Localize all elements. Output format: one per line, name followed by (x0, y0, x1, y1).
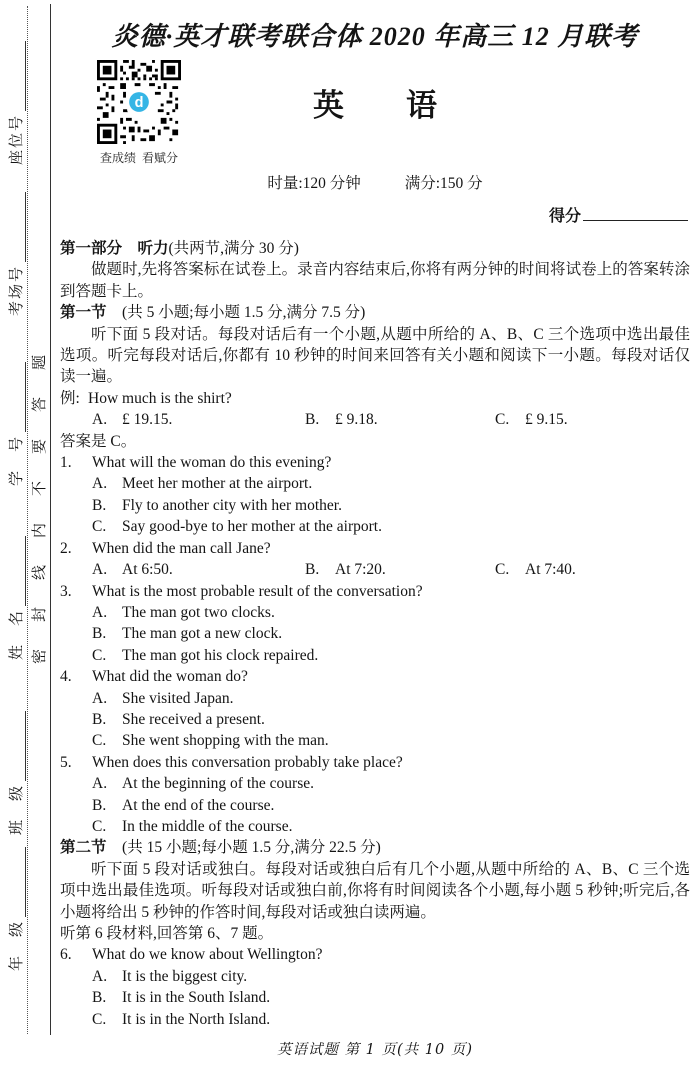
option-text: It is the biggest city. (122, 967, 248, 985)
option-item (60, 816, 690, 837)
option-item (60, 773, 690, 794)
option-label: A. (92, 689, 108, 707)
question-number: 6. (60, 946, 72, 964)
margin-border-line (50, 4, 51, 1035)
option-label: B. (305, 561, 320, 579)
option-text: Meet her mother at the airport. (122, 475, 313, 493)
score-blank-line (583, 203, 688, 221)
question-text: When does this conversation probably take place? (92, 753, 403, 771)
option-item (60, 795, 690, 816)
question-item (60, 666, 690, 752)
option-item (60, 987, 690, 1008)
part1-title: 第一部分 听力 (60, 240, 169, 257)
field-label: 学 号 (9, 434, 25, 486)
option-item (60, 473, 690, 494)
full-score-label: 满分:150 分 (404, 175, 483, 192)
question-item (60, 452, 690, 538)
question-options (60, 559, 690, 580)
section2-title: 第二节 (60, 839, 107, 857)
margin-field-seat-number (6, 37, 26, 165)
option-text: £ 19.15. (122, 411, 173, 429)
field-label: 班 级 (9, 783, 25, 835)
question-line (60, 538, 690, 559)
option-item (495, 409, 690, 430)
field-label: 姓 名 (9, 608, 25, 660)
question-number: 3. (60, 582, 72, 600)
section1-title-detail: (共 5 小题;每小题 1.5 分,满分 7.5 分) (122, 304, 366, 322)
qr-caption-see-points: 看赋分 (142, 151, 179, 165)
question-line (60, 666, 690, 687)
option-text: At the end of the course. (122, 796, 275, 814)
option-text: At 7:40. (525, 561, 576, 579)
section2-title-detail: (共 15 小题;每小题 1.5 分,满分 22.5 分) (122, 839, 381, 857)
margin-field-class (6, 707, 26, 835)
field-label: 年 级 (9, 919, 25, 971)
section1-instructions: 听下面 5 段对话。每段对话后有一个小题,从题中所给的 A、B、C 三个选项中选出最佳选项。听完每段对话后,你都有 10 秒钟的时间来回答有关小题和阅读下一小题。每段对话仅读一遍。 (60, 325, 690, 386)
option-item (305, 559, 495, 580)
example-line (60, 388, 690, 409)
page-footer: 英语试题 第 1 页(共 10 页) (276, 1042, 474, 1058)
question-text: What is the most probable result of the conversation? (92, 582, 423, 600)
seal-line-text: 密封线内不要答题 (32, 327, 48, 664)
margin-field-student-id (6, 358, 26, 486)
question-item (60, 538, 690, 581)
option-label: A. (92, 411, 108, 429)
option-text: It is in the North Island. (122, 1010, 271, 1028)
option-text: £ 9.15. (525, 411, 568, 429)
page-content (60, 10, 690, 1028)
option-item (305, 409, 495, 430)
example-answer: 答案是 C。 (60, 432, 137, 450)
field-blank-line (12, 192, 26, 262)
section2-instructions: 听下面 5 段对话或独白。每段对话或独白后有几个小题,从题中所给的 A、B、C 三个选项中选出最佳选项。听每段对话或独白前,你将有时间阅读各个小题,每小题 5 秒钟;听完后,各小题将给出 5 秒钟的作答时间,每段对话或独白读两遍。 (60, 860, 690, 921)
question-number: 5. (60, 753, 72, 771)
example-prefix: 例: (60, 389, 80, 407)
option-item (60, 645, 690, 666)
question-text: What will the woman do this evening? (92, 454, 332, 472)
question-item (60, 581, 690, 667)
part1-instructions: 做题时,先将答案标在试卷上。录音内容结束后,你将有两分钟的时间将试卷上的答案转涂到答题卡上。 (60, 261, 690, 300)
material-note: 听第 6 段材料,回答第 6、7 题。 (60, 925, 274, 942)
option-label: B. (92, 796, 107, 814)
option-label: A. (92, 967, 108, 985)
score-box (549, 203, 688, 226)
paper-header (60, 16, 690, 244)
example-text: How much is the shirt? (88, 389, 232, 407)
option-label: C. (92, 732, 107, 750)
option-text: She received a present. (122, 710, 265, 728)
option-label: A. (92, 561, 108, 579)
section1-heading (60, 302, 690, 323)
qr-caption (93, 149, 185, 166)
example-question (60, 388, 690, 452)
option-item (495, 559, 690, 580)
paper-body (60, 238, 690, 1030)
option-item (60, 623, 690, 644)
option-text: The man got a new clock. (122, 625, 283, 643)
field-blank-line (12, 41, 26, 111)
option-text: At 7:20. (335, 561, 386, 579)
part1-title-detail: (共两节,满分 30 分) (168, 240, 299, 257)
question-text: When did the man call Jane? (92, 539, 271, 557)
exam-title: 炎德·英才联考联合体 2020 年高三 12 月联考 (111, 22, 639, 51)
option-item (60, 966, 690, 987)
option-item (60, 602, 690, 623)
option-label: C. (92, 817, 107, 835)
option-item (60, 516, 690, 537)
option-label: B. (92, 496, 107, 514)
field-blank-line (12, 536, 26, 606)
option-label: A. (92, 775, 108, 793)
option-label: A. (92, 603, 108, 621)
field-blank-line (12, 847, 26, 917)
option-label: C. (92, 518, 107, 536)
option-item (60, 709, 690, 730)
section2-heading (60, 837, 690, 858)
question-item (60, 944, 690, 1030)
option-text: Fly to another city with her mother. (122, 496, 342, 514)
qr-logo-letter: d (134, 94, 144, 111)
question-line (60, 752, 690, 773)
option-label: A. (92, 475, 108, 493)
option-label: B. (92, 625, 107, 643)
section1-title: 第一节 (60, 304, 107, 322)
option-text: She visited Japan. (122, 689, 234, 707)
option-label: C. (495, 561, 510, 579)
exam-meta (60, 171, 690, 193)
option-label: B. (92, 989, 107, 1007)
option-text: At the beginning of the course. (122, 775, 314, 793)
margin-field-room-number (6, 188, 26, 316)
option-label: C. (92, 1010, 107, 1028)
option-item (60, 688, 690, 709)
option-item (92, 409, 305, 430)
example-options (60, 409, 690, 430)
duration-label: 时量:120 分钟 (267, 175, 361, 192)
score-label: 得分 (548, 208, 581, 225)
option-text: It is in the South Island. (122, 989, 271, 1007)
field-label: 考场号 (9, 264, 25, 316)
field-blank-line (12, 362, 26, 432)
field-blank-line (12, 711, 26, 781)
option-text: She went shopping with the man. (122, 732, 329, 750)
option-text: In the middle of the course. (122, 817, 293, 835)
question-number: 4. (60, 668, 72, 686)
question-text: What did the woman do? (92, 668, 248, 686)
option-item (60, 1009, 690, 1030)
question-line (60, 581, 690, 602)
option-item (92, 559, 305, 580)
option-text: Say good-bye to her mother at the airport. (122, 518, 382, 536)
question-item (60, 752, 690, 838)
question-line (60, 452, 690, 473)
question-text: What do we know about Wellington? (92, 946, 323, 964)
option-item (60, 730, 690, 751)
field-label: 座位号 (9, 113, 25, 165)
qr-caption-check-score: 查成绩 (99, 151, 136, 165)
option-text: At 6:50. (122, 561, 173, 579)
option-text: £ 9.18. (335, 411, 378, 429)
option-label: C. (92, 646, 107, 664)
option-text: The man got his clock repaired. (122, 646, 319, 664)
option-label: B. (92, 710, 107, 728)
part1-heading (60, 238, 690, 259)
question-line (60, 944, 690, 965)
subject-title: 英 语 (313, 88, 437, 123)
option-item (60, 495, 690, 516)
margin-field-name (6, 532, 26, 660)
option-label: B. (305, 411, 320, 429)
option-text: The man got two clocks. (122, 603, 275, 621)
question-number: 1. (60, 454, 72, 472)
question-number: 2. (60, 539, 72, 557)
option-label: C. (495, 411, 510, 429)
margin-field-grade (6, 843, 26, 971)
